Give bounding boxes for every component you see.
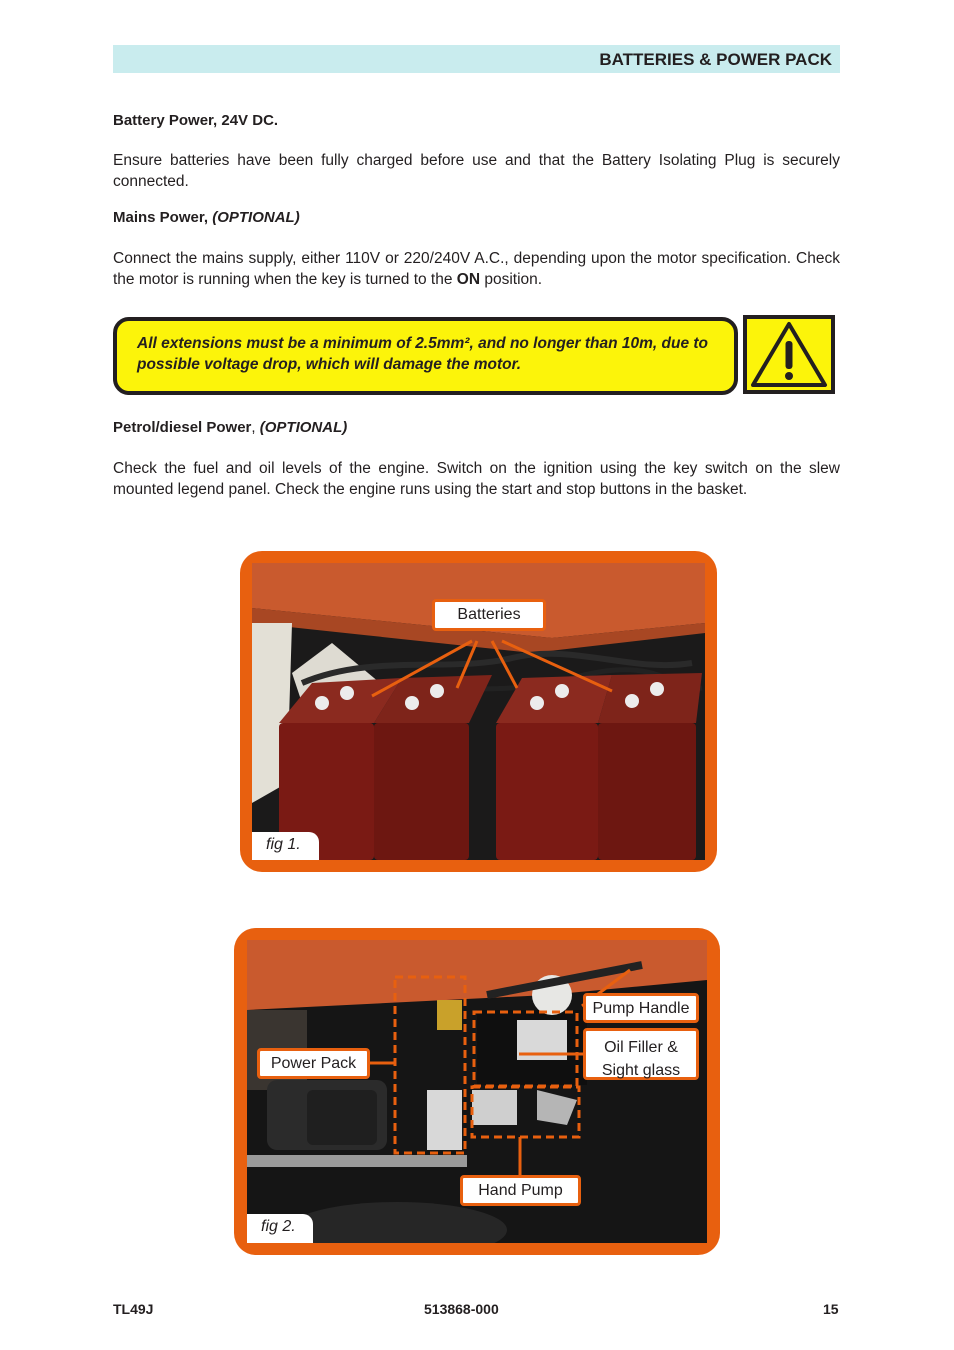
mains-power-heading [113, 209, 300, 226]
footer-model: TL49J [113, 1301, 154, 1317]
warning-icon-box [743, 315, 835, 394]
figure-2-photo [247, 940, 707, 1243]
petrol-power-heading-label: Petrol/diesel Power [113, 419, 252, 436]
mains-power-text-start: Connect the mains supply, either 110V or 220/240V A.C., depending upon the motor specification. Check the motor is running when the key is turned to the [113, 250, 840, 288]
petrol-power-heading [113, 419, 347, 436]
oil-filler-callout: Oil Filler & Sight glass [583, 1028, 699, 1080]
footer-page-number: 15 [823, 1301, 839, 1317]
hand-pump-callout: Hand Pump [460, 1175, 581, 1206]
petrol-power-text: Check the fuel and oil levels of the engine. Switch on the ignition using the key switch on the slew mounted legend panel. Check the engine runs using the start and stop buttons in the basket. [113, 460, 840, 498]
section-header-bar [113, 45, 840, 73]
mains-power-text [113, 248, 840, 290]
power-pack-callout: Power Pack [257, 1048, 370, 1079]
petrol-power-optional: (OPTIONAL) [259, 419, 348, 436]
warning-text: All extensions must be a minimum of 2.5mm², and no longer than 10m, due to possible voltage drop, which will damage the motor. [137, 335, 709, 373]
section-title: BATTERIES & POWER PACK [599, 50, 832, 69]
battery-power-heading: Battery Power, 24V DC. [113, 112, 279, 129]
figure-1-caption: fig 1. [252, 832, 319, 860]
figure-2-frame [234, 928, 720, 1255]
pump-handle-callout: Pump Handle [583, 993, 699, 1023]
warning-triangle-icon [747, 319, 831, 390]
figure-1-photo [252, 563, 705, 860]
figure-2-caption: fig 2. [247, 1214, 313, 1243]
mains-power-heading-label: Mains Power, [113, 209, 209, 226]
footer-part-number: 513868-000 [424, 1301, 499, 1317]
mains-power-text-on: ON [456, 271, 481, 288]
petrol-power-heading-sep: , [251, 419, 256, 436]
battery-power-text: Ensure batteries have been fully charged before use and that the Battery Isolating Plug is securely connected. [113, 152, 840, 190]
batteries-callout: Batteries [432, 599, 546, 631]
figure-1-frame [240, 551, 717, 872]
mains-power-text-end: position. [484, 271, 543, 288]
warning-box [113, 317, 738, 395]
mains-power-optional: (OPTIONAL) [212, 209, 300, 226]
